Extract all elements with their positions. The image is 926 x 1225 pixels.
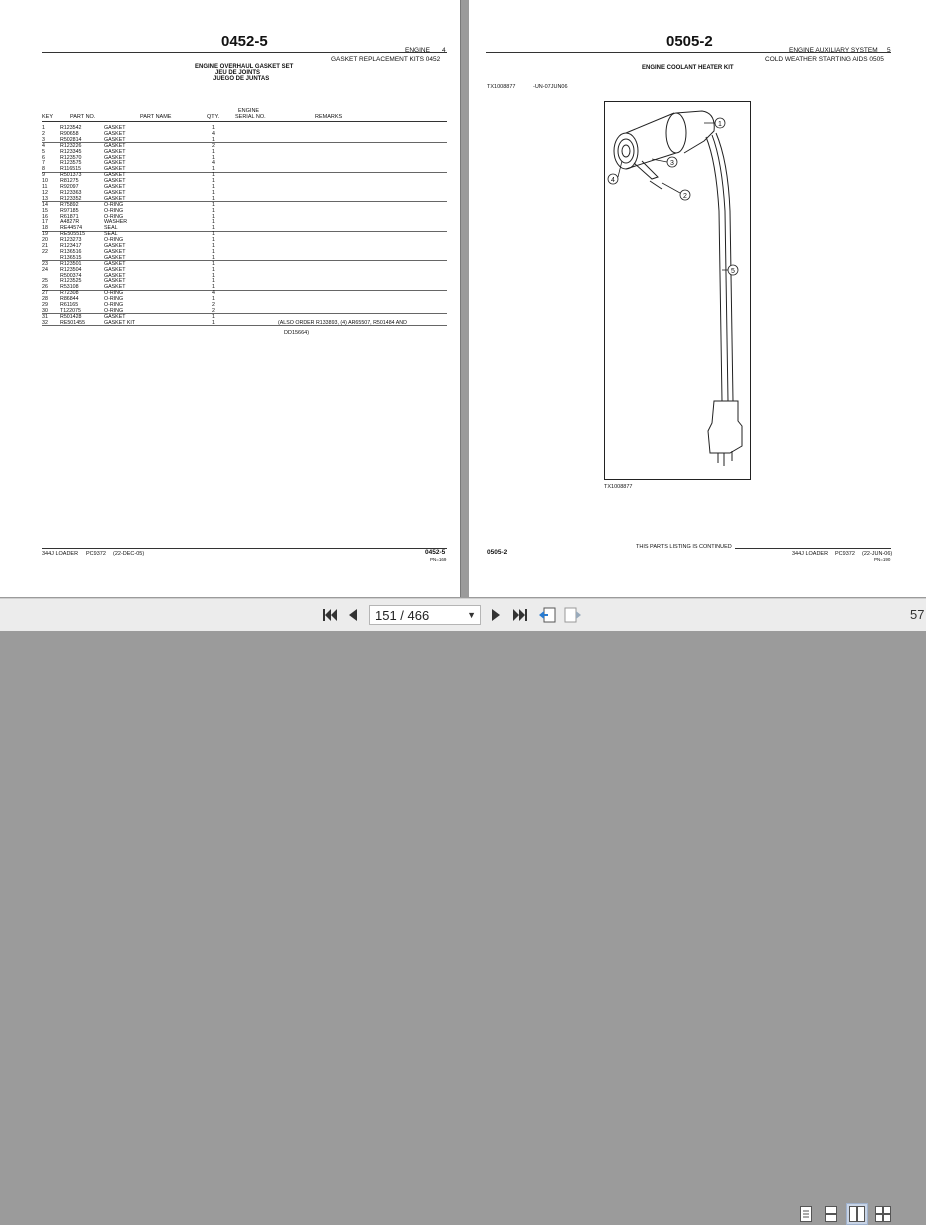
cell-qty: 4 xyxy=(212,290,215,297)
chevron-down-icon[interactable]: ▼ xyxy=(467,610,476,620)
cell-key: 4 xyxy=(42,142,45,149)
cell-key: 31 xyxy=(42,313,48,320)
cell-part: R123542 xyxy=(60,125,82,131)
go-forward-button[interactable] xyxy=(563,605,583,625)
callout-2: 2 xyxy=(683,193,687,200)
continuous-page-icon xyxy=(825,1206,837,1222)
cell-name: SEAL xyxy=(104,225,118,232)
cell-name: O-RING xyxy=(104,201,124,208)
cell-name: GASKET xyxy=(104,172,126,179)
cell-qty: 1 xyxy=(212,195,215,202)
cell-part: R500374 xyxy=(60,272,82,279)
col-serial: SERIAL NO. xyxy=(235,114,266,120)
cell-part: R123226 xyxy=(60,142,82,149)
cell-qty: 1 xyxy=(212,225,215,232)
callout-3: 3 xyxy=(670,160,674,167)
cell-name: O-RING xyxy=(104,207,124,214)
cell-key: 8 xyxy=(42,166,45,173)
cell-remarks: (ALSO ORDER R133893, (4) AR65507, R501484 AND xyxy=(278,319,407,326)
cell-part: RE501455 xyxy=(60,319,86,326)
cell-name: GASKET xyxy=(104,142,126,149)
footer-model: 344J LOADER xyxy=(42,551,79,557)
cell-name: O-RING xyxy=(104,302,124,308)
cell-part: R53108 xyxy=(60,284,79,291)
cell-qty: 1 xyxy=(212,136,215,143)
footer-pn: PN=190 xyxy=(874,557,891,562)
col-engine: ENGINE xyxy=(238,108,260,114)
cell-key: 27 xyxy=(42,290,48,297)
row-divider xyxy=(42,325,447,326)
cell-part: R123525 xyxy=(60,278,82,285)
cell-qty: 1 xyxy=(212,260,215,267)
cell-part: R123504 xyxy=(60,266,82,273)
page-number-input[interactable] xyxy=(369,605,481,625)
cell-qty: 1 xyxy=(212,296,215,303)
cell-name: GASKET xyxy=(104,154,126,161)
continuous-view-button[interactable] xyxy=(820,1203,842,1225)
continued-notice: THIS PARTS LISTING IS CONTINUED xyxy=(636,544,735,550)
cell-part: T122075 xyxy=(60,307,81,314)
zoom-level[interactable]: 57 xyxy=(910,607,925,622)
cell-key: 11 xyxy=(42,184,48,190)
set-title-fr: JEU DE JOINTS xyxy=(215,70,261,76)
cell-name: GASKET KIT xyxy=(104,319,136,326)
cell-name: O-RING xyxy=(104,290,124,297)
cell-name: GASKET xyxy=(104,148,126,155)
cell-part: A4827R xyxy=(60,219,80,226)
cell-part: R123417 xyxy=(60,243,82,249)
cell-key: 12 xyxy=(42,189,48,196)
cell-name: O-RING xyxy=(104,213,124,220)
cell-part: R97185 xyxy=(60,207,79,214)
go-back-button[interactable] xyxy=(537,605,557,625)
next-page-button[interactable] xyxy=(486,605,506,625)
cell-qty: 1 xyxy=(212,237,215,244)
cell-key: 24 xyxy=(42,266,48,273)
cell-name: GASKET xyxy=(104,278,126,285)
footer-date: (22-DEC-05) xyxy=(113,551,145,557)
cell-key: 25 xyxy=(42,278,48,285)
cell-part: R136516 xyxy=(60,248,82,255)
figure-ref-date: -UN-07JUN06 xyxy=(533,84,568,90)
cell-qty: 1 xyxy=(212,166,215,173)
cell-qty: 1 xyxy=(212,178,215,185)
cell-name: GASKET xyxy=(104,189,126,196)
cell-qty: 1 xyxy=(212,189,215,196)
cell-part: R123570 xyxy=(60,154,82,161)
cell-key: 16 xyxy=(42,213,48,220)
cell-key: 14 xyxy=(42,201,48,208)
cell-part: R123345 xyxy=(60,148,82,155)
go-back-view-icon xyxy=(538,607,556,623)
footer-model: 344J LOADER xyxy=(792,551,829,557)
cell-qty: 1 xyxy=(212,219,215,226)
cell-qty: 2 xyxy=(212,302,215,308)
last-page-button[interactable] xyxy=(510,605,530,625)
cell-name: GASKET xyxy=(104,125,126,131)
cell-name: GASKET xyxy=(104,184,126,190)
title-rule xyxy=(42,52,447,53)
last-page-icon xyxy=(513,609,527,621)
cell-name: GASKET xyxy=(104,130,126,137)
two-page-icon xyxy=(849,1206,865,1222)
go-forward-view-icon xyxy=(564,607,582,623)
cell-part: R72308 xyxy=(60,290,79,297)
cell-name: WASHER xyxy=(104,219,128,226)
two-page-continuous-icon xyxy=(875,1206,891,1222)
pdf-page-left xyxy=(0,0,461,597)
cell-name: O-RING xyxy=(104,296,124,303)
cell-part: R90658 xyxy=(60,130,79,137)
cell-part: R123273 xyxy=(60,237,82,244)
cell-key: 20 xyxy=(42,237,48,244)
cell-qty: 1 xyxy=(212,243,215,249)
cell-key: 23 xyxy=(42,260,48,267)
coolant-heater-illustration xyxy=(604,101,751,481)
cell-qty: 1 xyxy=(212,272,215,279)
cell-key: 30 xyxy=(42,307,48,314)
cell-name: SEAL xyxy=(104,231,118,238)
cell-qty: 2 xyxy=(212,142,215,149)
cell-part: R123352 xyxy=(60,195,82,202)
cell-part: R116515 xyxy=(60,166,82,173)
cell-qty: 1 xyxy=(212,172,215,179)
cell-part: R75892 xyxy=(60,201,79,208)
cell-name: O-RING xyxy=(104,237,124,244)
page-title: 0505-2 xyxy=(666,33,713,50)
callout-5: 5 xyxy=(731,268,735,275)
kit-heading: ENGINE COOLANT HEATER KIT xyxy=(642,65,734,71)
cell-name: GASKET xyxy=(104,272,126,279)
section-label: ENGINE xyxy=(405,47,430,54)
col-part-no: PART NO. xyxy=(70,114,96,120)
cell-part: R92097 xyxy=(60,184,79,190)
remarks-continued: DD15664) xyxy=(284,330,310,336)
cell-part: R86844 xyxy=(60,296,79,303)
figure-ref-id: TX1008877 xyxy=(487,84,516,90)
cell-key: 19 xyxy=(42,231,48,238)
cell-key: 17 xyxy=(42,219,48,226)
footer-date: (22-JUN-06) xyxy=(862,551,893,557)
footer-page: 0452-5 xyxy=(425,549,446,556)
cell-key: 9 xyxy=(42,172,45,179)
subsection-label: COLD WEATHER STARTING AIDS 0505 xyxy=(765,56,884,63)
cell-name: GASKET xyxy=(104,266,126,273)
cell-part: R123575 xyxy=(60,160,82,167)
single-page-view-button[interactable] xyxy=(795,1203,817,1225)
footer-page: 0505-2 xyxy=(487,549,508,556)
cell-key: 26 xyxy=(42,284,48,291)
document-viewport[interactable] xyxy=(0,0,926,598)
two-page-continuous-button[interactable] xyxy=(872,1203,894,1225)
cell-qty: 2 xyxy=(212,307,215,314)
page-title: 0452-5 xyxy=(221,33,268,50)
col-key: KEY xyxy=(42,114,54,120)
previous-page-button[interactable] xyxy=(343,605,363,625)
subsection-label: GASKET REPLACEMENT KITS 0452 xyxy=(331,56,441,63)
cell-part: R136515 xyxy=(60,254,82,261)
cell-part: RE44574 xyxy=(60,225,83,232)
pdf-page-right xyxy=(469,0,926,597)
cell-part: R502814 xyxy=(60,136,82,143)
cell-name: GASKET xyxy=(104,248,126,255)
footer-pc: PC9372 xyxy=(835,551,855,557)
cell-name: GASKET xyxy=(104,178,126,185)
cell-qty: 1 xyxy=(212,213,215,220)
header-rule xyxy=(42,121,447,122)
cell-part: R81275 xyxy=(60,178,79,185)
cell-qty: 1 xyxy=(212,313,215,320)
cell-name: GASKET xyxy=(104,260,126,267)
page-number-text: 151 / 466 xyxy=(375,607,430,623)
set-title-es: JUEGO DE JUNTAS xyxy=(213,76,270,82)
two-page-view-button[interactable] xyxy=(846,1203,868,1225)
cell-key: 13 xyxy=(42,195,48,202)
cell-name: GASKET xyxy=(104,313,126,320)
cell-qty: 1 xyxy=(212,319,215,326)
first-page-icon xyxy=(323,609,337,621)
set-title: ENGINE OVERHAUL GASKET SET xyxy=(195,64,294,70)
cell-qty: 1 xyxy=(212,231,215,238)
section-number: 5 xyxy=(887,47,891,54)
col-qty: QTY. xyxy=(207,114,220,120)
footer-pn: PN=169 xyxy=(430,557,447,562)
cell-qty: 4 xyxy=(212,160,215,167)
cell-key: 22 xyxy=(42,248,48,255)
cell-part: R61165 xyxy=(60,302,79,308)
cell-part: R123363 xyxy=(60,189,82,196)
cell-key: 1 xyxy=(42,125,45,131)
single-page-icon xyxy=(800,1206,812,1222)
cell-part: RE505515 xyxy=(60,231,86,238)
cell-qty: 1 xyxy=(212,248,215,255)
cell-part: R61871 xyxy=(60,213,79,220)
cell-key: 6 xyxy=(42,154,45,161)
cell-name: GASKET xyxy=(104,284,126,291)
section-number: 4 xyxy=(442,47,446,54)
cell-qty: 1 xyxy=(212,148,215,155)
cell-qty: 1 xyxy=(212,266,215,273)
cell-qty: 1 xyxy=(212,201,215,208)
cell-qty: 1 xyxy=(212,284,215,291)
cell-key: 28 xyxy=(42,296,48,303)
first-page-button[interactable] xyxy=(320,605,340,625)
next-page-icon xyxy=(492,609,500,621)
cell-part: R501373 xyxy=(60,172,82,179)
cell-key: 18 xyxy=(42,225,48,232)
col-part-name: PART NAME xyxy=(140,114,172,120)
cell-key: 21 xyxy=(42,243,48,249)
cell-qty: 1 xyxy=(212,254,215,261)
cell-part: R501428 xyxy=(60,313,82,320)
cell-key: 15 xyxy=(42,207,48,214)
cell-name: O-RING xyxy=(104,307,124,314)
callout-4: 4 xyxy=(611,177,615,184)
cell-qty: 1 xyxy=(212,278,215,285)
cell-qty: 1 xyxy=(212,207,215,214)
section-label: ENGINE AUXILIARY SYSTEM xyxy=(789,47,878,54)
footer-rule xyxy=(42,548,447,549)
cell-key: 5 xyxy=(42,148,45,155)
cell-key: 10 xyxy=(42,178,48,185)
figure-caption: TX1008877 xyxy=(604,484,633,490)
cell-key: 3 xyxy=(42,136,45,143)
cell-key: 7 xyxy=(42,160,45,167)
cell-name: GASKET xyxy=(104,166,126,173)
cell-key: 29 xyxy=(42,302,48,308)
previous-page-icon xyxy=(349,609,357,621)
cell-name: GASKET xyxy=(104,195,126,202)
cell-name: GASKET xyxy=(104,136,126,143)
footer-pc: PC9372 xyxy=(86,551,106,557)
cell-name: GASKET xyxy=(104,243,126,249)
cell-name: GASKET xyxy=(104,254,126,261)
col-remarks: REMARKS xyxy=(315,114,343,120)
cell-qty: 4 xyxy=(212,130,215,137)
cell-name: GASKET xyxy=(104,160,126,167)
cell-qty: 1 xyxy=(212,184,215,190)
cell-qty: 1 xyxy=(212,125,215,131)
callout-1: 1 xyxy=(718,121,722,128)
cell-part: R123501 xyxy=(60,260,82,267)
cell-key: 32 xyxy=(42,319,48,326)
cell-key: 2 xyxy=(42,130,45,137)
cell-qty: 1 xyxy=(212,154,215,161)
